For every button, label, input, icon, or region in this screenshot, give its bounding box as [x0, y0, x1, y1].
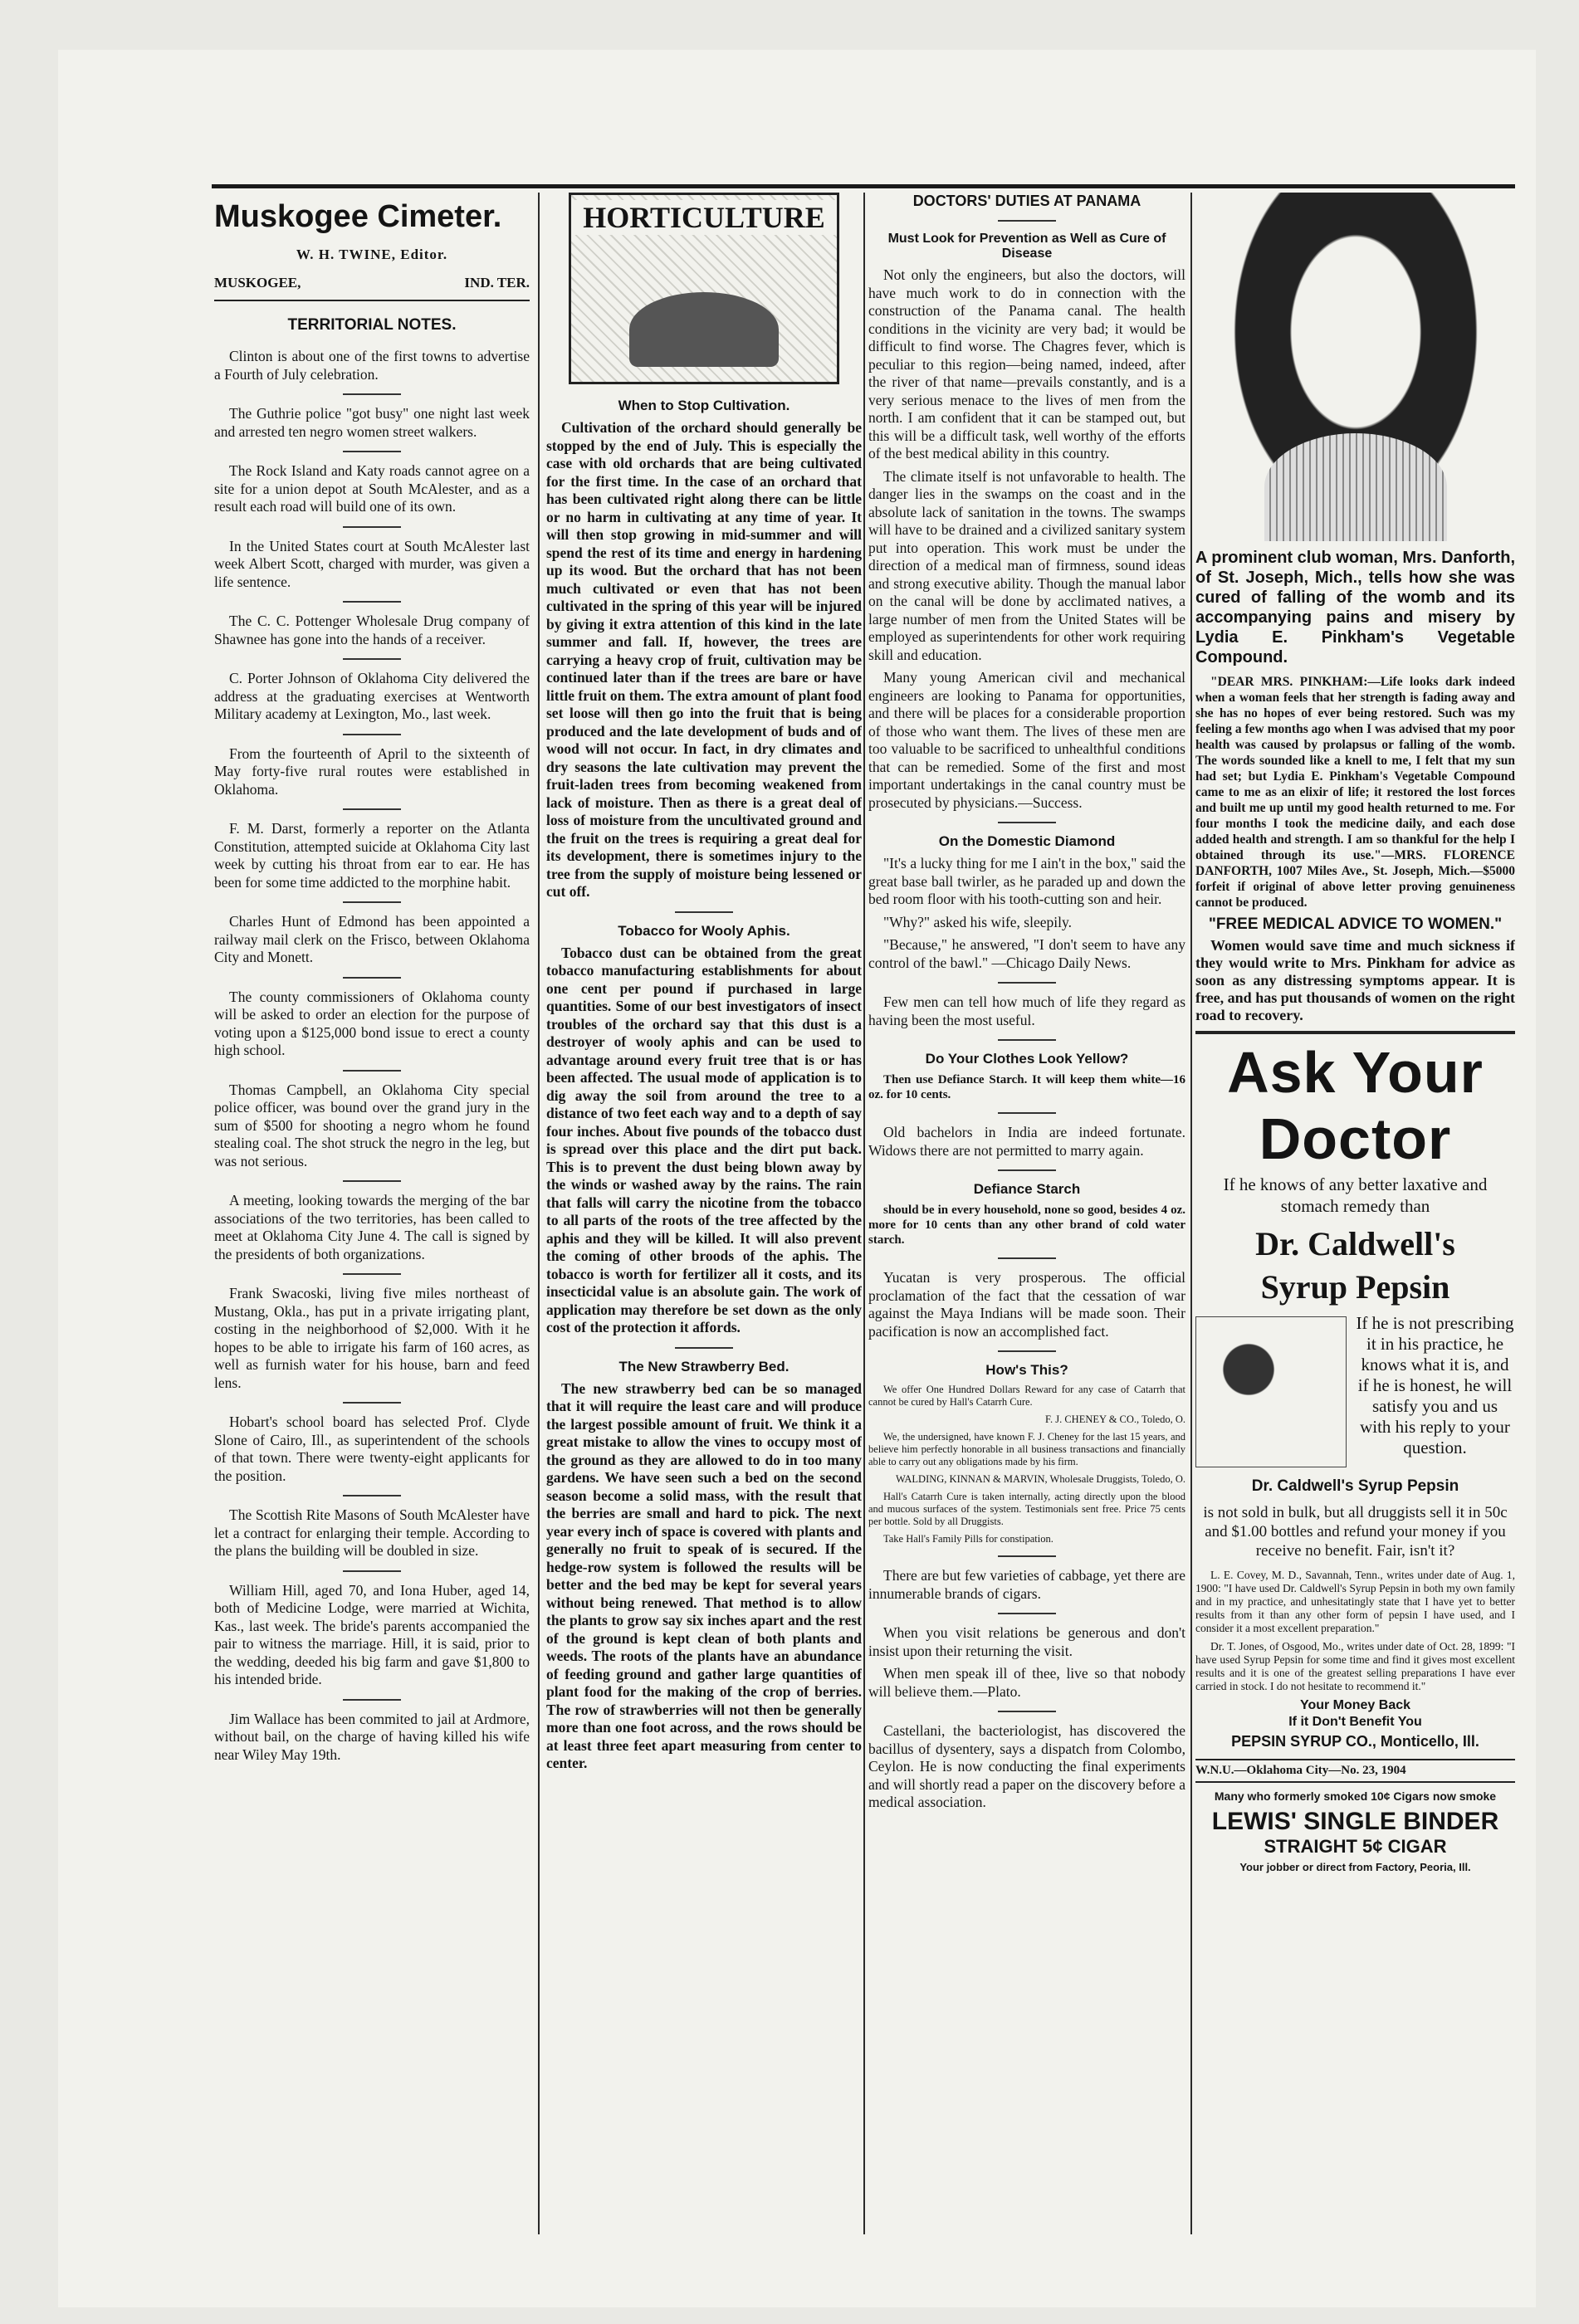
news-item: In the United States court at South McAlester last week Albert Scott, charged with murder, was given a life sentence.: [214, 537, 530, 590]
news-item: The C. C. Pottenger Wholesale Drug company of Shawnee has gone into the hands of a receiver.: [214, 613, 530, 647]
news-item: William Hill, aged 70, and Iona Huber, aged 14, both of Medicine Lodge, were married at Wichita, Kas., last week. The bride's parents accompanied the pair to witness the marriage. Hill, it is said, prior to the wedding, deeded his big farm and gave $1,800 to his intended bride.: [214, 1581, 530, 1687]
logo-text: HORTICULTURE: [571, 200, 837, 235]
article-paragraph: Castellani, the bacteriologist, has discovered the bacillus of dysentery, says a dispatch from Colombo, Ceylon. He is now conducting the final experiments and will shortly read a paper on the discovery before a medical association.: [868, 1722, 1185, 1810]
article-paragraph: The new strawberry bed can be so managed that it will require the least care and will produce the largest possible amount of fruit. We think it a great mistake to allow the vines to occupy most of the ground as they are allowed to do in too many gardens. We have seen such a bed on the second season become a solid mass, with the result that the berries are small and hard to pick. The next year every inch of space is covered with plants and generally no fruit to speak of is secured. If the hedge-row system is followed the results will be better and the bed may be kept for several years without being renewed. That method is to allow the plants to grow say six inches apart and the rest of the ground is kept clean of both plants and weeds. The roots of the plants have an abundance of feeding ground and gather large quantities of plant food for the making of the crop of berries. The row of strawberries will not then be generally more than one foot across, and the rows should be at least three feet apart measuring from center to center.: [546, 1379, 862, 1771]
divider: [998, 1112, 1056, 1114]
news-item: C. Porter Johnson of Oklahoma City delivered the address at the graduating exercises at Wentworth Military academy at Lexington, Mo., last week.: [214, 670, 530, 722]
masthead-city: MUSKOGEE,: [214, 275, 301, 290]
news-item: Hobart's school board has selected Prof. Clyde Slone of Cairo, Ill., as superintendent of the schools of that town. There were twenty-eight applicants for the position.: [214, 1413, 530, 1484]
top-rule: [212, 184, 1515, 188]
divider: [343, 658, 401, 660]
article-paragraph: Yucatan is very prosperous. The official proclamation of the fact that the cessation of war against the Maya Indians will be made soon. Their pacification is now an accomplished fact.: [868, 1269, 1185, 1340]
pinkham-ad-caption: A prominent club woman, Mrs. Danforth, of St. Joseph, Mich., tells how she was cured of falling of the womb and its accompanying pains and misery by Lydia E. Pinkham's Vegetable Compound.: [1195, 549, 1515, 666]
doctor-illustration-block: [1195, 1313, 1515, 1471]
masthead-territory: IND. TER.: [464, 275, 530, 290]
news-item: The Scottish Rite Masons of South McAlester have let a contract for enlarging their temple. According to the plans the building will be doubled in size.: [214, 1506, 530, 1559]
divider: [343, 808, 401, 810]
free-advice-heading: "FREE MEDICAL ADVICE TO WOMEN.": [1208, 915, 1503, 933]
column-advertisements: [1195, 193, 1515, 1878]
divider: [998, 1169, 1056, 1171]
divider: [343, 734, 401, 735]
news-item: The Rock Island and Katy roads cannot agree on a site for a union depot at South McAlester, and as a result each road will build one of its own.: [214, 462, 530, 515]
bulk-notice: is not sold in bulk, but all druggists sell it in 50c and $1.00 bottles and refund your money if you receive no benefit. Fair, isn't it?: [1203, 1504, 1508, 1560]
divider: [343, 1402, 401, 1404]
news-item: The Guthrie police "got busy" one night last week and arrested ten negro women street walkers.: [214, 405, 530, 440]
article-paragraph: Hall's Catarrh Cure is taken internally, acting directly upon the blood and mucous surfaces of the system. Testimonials sent free. Price 75 cents per bottle. Sold by all Druggists.: [868, 1491, 1185, 1527]
testimonial: L. E. Covey, M. D., Savannah, Tenn., writes under date of Aug. 1, 1900: "I have used Dr. Caldwell's Syrup Pepsin in both my own family and in my practice, and unhesitatingly state that I have yet to better results from it than any other form of pepsin I have used, and I consider it a most excellent preparation.": [1195, 1569, 1515, 1634]
column-rule: [863, 193, 865, 2234]
section-heading: TERRITORIAL NOTES.: [287, 316, 457, 334]
money-back: Your Money Back: [1299, 1698, 1411, 1712]
divider: [998, 982, 1056, 984]
divider: [998, 1555, 1056, 1557]
article-heading: DOCTORS' DUTIES AT PANAMA: [912, 193, 1141, 209]
divider: [675, 911, 733, 913]
divider: [998, 1257, 1056, 1259]
company-address: PEPSIN SYRUP CO., Monticello, Ill.: [1231, 1733, 1479, 1750]
divider: [343, 1180, 401, 1182]
article-paragraph: WALDING, KINNAN & MARVIN, Wholesale Druggists, Toledo, O.: [895, 1473, 1185, 1485]
doctor-heading: Doctor: [1259, 1106, 1452, 1171]
divider: [998, 220, 1056, 222]
article-heading: Do Your Clothes Look Yellow?: [925, 1051, 1129, 1067]
divider: [343, 601, 401, 603]
article-paragraph: There are but few varieties of cabbage, yet there are innumerable brands of cigars.: [868, 1567, 1185, 1602]
news-item: The county commissioners of Oklahoma county will be asked to order an election for the purpose of voting upon a $125,000 bond issue to erect a county high school.: [214, 988, 530, 1058]
money-back-condition: If it Don't Benefit You: [1288, 1715, 1422, 1729]
cigar-brand: LEWIS' SINGLE BINDER: [1211, 1808, 1499, 1835]
wnu-line: W.N.U.—Oklahoma City—No. 23, 1904: [1195, 1759, 1515, 1783]
masthead-title: Muskogee Cimeter.: [214, 199, 502, 234]
news-item: Clinton is about one of the first towns to advertise a Fourth of July celebration.: [214, 348, 530, 383]
article-heading: Tobacco for Wooly Aphis.: [618, 922, 790, 939]
column-horticulture: [546, 193, 862, 1778]
fruit-basket-icon: [629, 292, 779, 367]
article-heading: Defiance Starch: [973, 1181, 1081, 1197]
brand-name: Dr. Caldwell's: [1255, 1225, 1455, 1262]
article-paragraph: When you visit relations be generous and don't insist upon their returning the visit.: [868, 1624, 1185, 1659]
ask-your-heading: Ask Your: [1227, 1040, 1484, 1105]
article-paragraph: The climate itself is not unfavorable to health. The danger lies in the swamps on the coast and in the absolute lack of sanitation in the towns. The swamps will have to be drained and a civilized sanitary system put into operation. This work must be under the direction of a medical man of firmness, sound ideas and strong executive ability. Though the manual labor on the canal will be done by acclimated natives, a large number of men from the United States will be employed as superintendents for other work requiring skill and education.: [868, 467, 1185, 663]
divider: [998, 1039, 1056, 1041]
divider: [343, 1070, 401, 1072]
article-paragraph: Not only the engineers, but also the doctors, will have much work to do in connection with the construction of the Panama canal. The health conditions in the vicinity are very bad; it would be difficult to find worse. The Chagres fever, which is peculiar to this region—being named, indeed, after the river of that name—prevails constantly, and is a very serious menace to the lives of men from the north. I am confident that it can be stamped out, but this will be a difficult task, well worthy of the efforts of the best medical ability in this country.: [868, 266, 1185, 461]
divider: [343, 393, 401, 395]
article-paragraph: "It's a lucky thing for me I ain't in the box," said the great base ball twirler, as he paraded up and down the bed room floor with his tooth-cutting son and heir.: [868, 855, 1185, 907]
article-heading: When to Stop Cultivation.: [618, 398, 790, 413]
column-rule: [1190, 193, 1192, 2234]
doctor-patient-image: [1195, 1316, 1347, 1467]
article-heading: How's This?: [985, 1362, 1068, 1378]
article-paragraph: We, the undersigned, have known F. J. Cheney for the last 15 years, and believe him perfectly honorable in all business transactions and financially able to carry out any obligations made by his firm.: [868, 1431, 1185, 1467]
prescribing-text: If he is not prescribing it in his practice, he knows what it is, and if he is honest, he will satisfy you and us with his reply to your question.: [1356, 1313, 1514, 1457]
news-item: From the fourteenth of April to the sixteenth of May forty-five rural routes were established in Oklahoma.: [214, 745, 530, 798]
article-paragraph: F. J. CHENEY & CO., Toledo, O.: [1045, 1413, 1185, 1425]
cigar-factory: Your jobber or direct from Factory, Peoria, Ill.: [1239, 1861, 1471, 1873]
pinkham-letter: "DEAR MRS. PINKHAM:—Life looks dark indeed when a woman feels that her strength is fading away and she has no hopes of ever being restored. Such was my feeling a few months ago when I was advised that my poor health was caused by prolapsus or falling of the womb. The words sounded like a knell to me, I felt that my sun had set; but Lydia E. Pinkham's Vegetable Compound came to me as an elixir of life; it restored the lost forces and built me up until my good health returned to me. For four months I took the medicine daily, and each dose added health and strength. I am so thankful for the help I obtained through its use."—MRS. FLORENCE DANFORTH, 1007 Miles Ave., St. Joseph, Mich.—$5000 forfeit if original of above letter proving genuineness cannot be produced.: [1195, 675, 1515, 910]
news-item: A meeting, looking towards the merging of the bar associations of the two territories, has been called to meet at Oklahoma City June 4. The call is signed by the presidents of both organizations.: [214, 1192, 530, 1262]
testimonial: Dr. T. Jones, of Osgood, Mo., writes under date of Oct. 28, 1899: "I have used Syrup Pepsin for some time and find it gives most excellent results and it is one of the greatest selling preparations I have ever carried in stock. I do not hesitate to recommend it.": [1195, 1640, 1515, 1692]
divider: [343, 526, 401, 528]
news-item: Frank Swacoski, living five miles northeast of Mustang, Okla., has put in a private irrigating plant, costing in the neighborhood of $2,000. With it he hopes to be able to irrigate his farm of 160 acres, as well as furnish water for his house, barn and feed lens.: [214, 1285, 530, 1391]
masthead-editor: W. H. TWINE, Editor.: [296, 247, 448, 262]
brand-product: Syrup Pepsin: [1260, 1268, 1450, 1306]
divider: [998, 822, 1056, 823]
divider: [343, 977, 401, 979]
column-territorial-notes: [214, 193, 530, 1769]
article-paragraph: Old bachelors in India are indeed fortunate. Widows there are not permitted to marry again.: [868, 1124, 1185, 1159]
news-item: Charles Hunt of Edmond has been appointed a railway mail clerk on the Frisco, between Oklahoma City and Monett.: [214, 913, 530, 965]
article-paragraph: Few men can tell how much of life they regard as having been the most useful.: [868, 994, 1185, 1028]
divider: [343, 1699, 401, 1701]
free-advice-body: Women would save time and much sickness if they would write to Mrs. Pinkham for advice as soon as any distressing symptoms appear. It is free, and has put thousands of women on the right road to recovery.: [1195, 937, 1515, 1023]
cigar-tagline: Many who formerly smoked 10¢ Cigars now smoke: [1214, 1789, 1497, 1803]
divider: [343, 901, 401, 903]
article-paragraph: "Why?" asked his wife, sleepily.: [883, 913, 1072, 930]
horticulture-logo: [569, 193, 839, 384]
article-paragraph: should be in every household, none so good, besides 4 oz. more for 10 cents than any other brand of cold water starch.: [868, 1204, 1185, 1247]
cigar-price: STRAIGHT 5¢ CIGAR: [1264, 1836, 1447, 1857]
article-subheading: Must Look for Prevention as Well as Cure of Disease: [887, 232, 1166, 261]
article-paragraph: Many young American civil and mechanical engineers are looking to Panama for opportunities, and there will be places for a considerable proportion of those who want them. The lives of these men are too valuable to be sacrificed to unhealthful conditions that can be remedied. Some of the first and most important undertakings in the canal country must be prosecuted by physicians.—Success.: [868, 669, 1185, 811]
divider: [343, 1570, 401, 1572]
brand-subheading: Dr. Caldwell's Syrup Pepsin: [1251, 1477, 1459, 1495]
woman-portrait-image: [1215, 193, 1497, 541]
article-paragraph: Cultivation of the orchard should generally be stopped by the end of July. This is especially the case with old orchards that are being cultivated for the first time. In the case of an orchard that has been cultivated right along there can be little or no harm in cultivating at any time of year. It will then stop growing in mid-summer and will spend the rest of its time and energy in hardening up its wood. But the orchard that has not been much cultivated or even that has not been cultivated in the spring of this year will be injured by giving it extra attention of this kind in the late summer and fall. If, however, the trees are carrying a heavy crop of fruit, cultivation may be continued later than if the trees are bare or have little fruit on them. The extra amount of plant food set loose will then go into the fruit that is being produced and the late development of buds and of wood will not occur. In fact, in dry climates and dry seasons the late cultivation may prevent the fruit-laden trees from becoming weakened from lack of moisture. Then as there is a great deal of loss of moisture from the uncultivated ground and the fruit on the trees is requiring a great deal for its development, there is sometimes injury to the tree from the supply of moisture being lessened or cut off.: [546, 419, 862, 900]
divider: [1195, 1031, 1515, 1034]
article-paragraph: Tobacco dust can be obtained from the great tobacco manufacturing establishments for about one cent per pound if purchased in large quantities. Some of our best investigators of insect troubles of the orchard say that this dust is a destroyer of wooly aphis and can be used to advantage around every fruit tree that is or has been affected. The usual mode of application is to dig away the soil from around the tree to a distance of two feet each way and to a depth of say four inches. About five pounds of the tobacco dust is spread over this place and the dirt put back. This is to prevent the dust being blown away by the winds or washed away by the rains. The rain that falls will carry the nicotine from the tobacco to all parts of the roots of the tree affected by the aphis and they will be killed. It will also prevent the coming of other broods of the aphis. The tobacco is worth for fertilizer all it costs, and its insecticidal value is an absolute gain. The work of application may therefore be set down as the only cost of the protection it affords.: [546, 944, 862, 1335]
article-paragraph: When men speak ill of thee, live so that nobody will believe them.—Plato.: [868, 1665, 1185, 1700]
divider: [343, 451, 401, 452]
article-paragraph: "Because," he answered, "I don't seem to have any control of the bawl." —Chicago Daily News.: [868, 936, 1185, 971]
divider: [675, 1347, 733, 1349]
divider: [343, 1495, 401, 1496]
divider: [998, 1711, 1056, 1712]
column-panama: [868, 193, 1185, 1817]
news-item: Thomas Campbell, an Oklahoma City special police officer, was bound over the grand jury in the sum of $500 for shooting a negro whom he found stealing coal. The shot struck the negro in the leg, but was not serious.: [214, 1081, 530, 1169]
article-heading: The New Strawberry Bed.: [618, 1358, 790, 1374]
laxative-question: If he knows of any better laxative and stomach remedy than: [1223, 1174, 1488, 1216]
article-heading: On the Domestic Diamond: [938, 833, 1116, 849]
divider: [998, 1613, 1056, 1614]
divider: [343, 1273, 401, 1275]
article-paragraph: We offer One Hundred Dollars Reward for any case of Catarrh that cannot be cured by Hall's Catarrh Cure.: [868, 1384, 1185, 1408]
lace-collar-shape: [1264, 433, 1447, 541]
masthead-location: [214, 275, 530, 301]
article-paragraph: Then use Defiance Starch. It will keep them white—16 oz. for 10 cents.: [868, 1073, 1185, 1101]
divider: [998, 1350, 1056, 1352]
news-item: F. M. Darst, formerly a reporter on the Atlanta Constitution, attempted suicide at Oklahoma City last week by cutting his throat from ear to ear. He has been for some time addicted to the morphine habit.: [214, 820, 530, 891]
article-paragraph: Take Hall's Family Pills for constipation.: [883, 1533, 1053, 1545]
column-rule: [538, 193, 540, 2234]
news-item: Jim Wallace has been commited to jail at Ardmore, without bail, on the charge of having killed his wife near Wiley May 19th.: [214, 1710, 530, 1763]
